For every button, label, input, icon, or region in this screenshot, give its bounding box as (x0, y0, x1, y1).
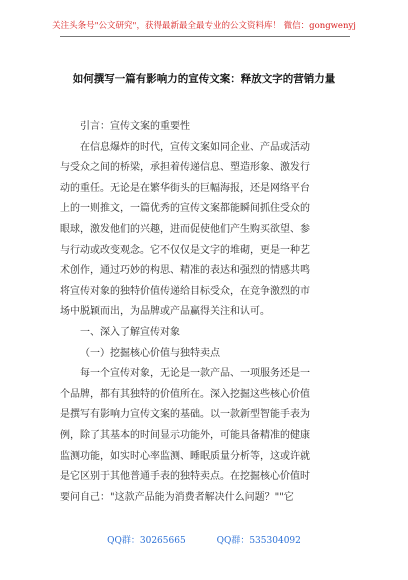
paragraph-line: 术创作，通过巧妙的构思、精准的表达和强烈的情感共鸣 (60, 265, 310, 277)
paragraph-line: 眼球，激发他们的兴趣，进而促使他们产生购买欲望、参 (60, 223, 310, 235)
document-title: 如何撰写一篇有影响力的宣传文案：释放文字的营销力量 (72, 73, 336, 85)
paragraph-2 (60, 364, 350, 508)
document-body (60, 117, 350, 508)
paragraph-line: 个品牌，都有其独特的价值所在。深入挖掘这些核心价值 (60, 388, 310, 400)
subsection-1-heading: （一）挖掘核心价值与独特卖点 (80, 347, 220, 359)
paragraph-line: 监测功能，如实时心率监测、睡眠质量分析等，这或许就 (60, 450, 310, 462)
paragraph-line: 在信息爆炸的时代，宣传文案如同企业、产品或活动 (80, 141, 310, 153)
paragraph-line: 动的重任。无论是在繁华街头的巨幅海报，还是网络平台 (60, 182, 310, 194)
paragraph-line: 与行动或改变观念。它不仅仅是文字的堆砌，更是一种艺 (60, 244, 310, 256)
paragraph-line: 例，除了其基本的时间显示功能外，可能具备精准的健康 (60, 429, 310, 441)
paragraph-line: 是它区别于其他普通手表的独特卖点。在挖掘核心价值时 (60, 471, 310, 483)
footer-qq-groups (0, 533, 408, 546)
section-1-heading: 一、深入了解宣传对象 (80, 326, 180, 338)
intro-heading: 引言：宣传文案的重要性 (80, 121, 190, 132)
paragraph-line: 是撰写有影响力宣传文案的基础。以一款新型智能手表为 (60, 409, 310, 421)
paragraph-line: 场中脱颖而出，为品牌或产品赢得关注和认可。 (60, 306, 270, 318)
paragraph-line: 上的一则推文，一篇优秀的宣传文案都能瞬间抓住受众的 (60, 203, 310, 215)
paragraph-line: 每一个宣传对象，无论是一款产品、一项服务还是一 (80, 368, 310, 380)
paragraph-line: 要问自己："这款产品能为消费者解决什么问题？""它 (60, 491, 294, 503)
paragraph-line: 与受众之间的桥梁，承担着传递信息、塑造形象、激发行 (60, 162, 310, 174)
header-promo-note: 关注头条号"公文研究"，获得最新最全最专业的公文资料库！ 微信：gongwenyj (52, 21, 356, 31)
paragraph-line: 将宣传对象的独特价值传递给目标受众，在竞争激烈的市 (60, 285, 310, 297)
qq-group-1: QQ群：30265665 (107, 536, 186, 546)
header-divider (60, 36, 350, 37)
paragraph-1 (60, 138, 350, 323)
qq-group-2: QQ群：535304092 (216, 536, 301, 546)
